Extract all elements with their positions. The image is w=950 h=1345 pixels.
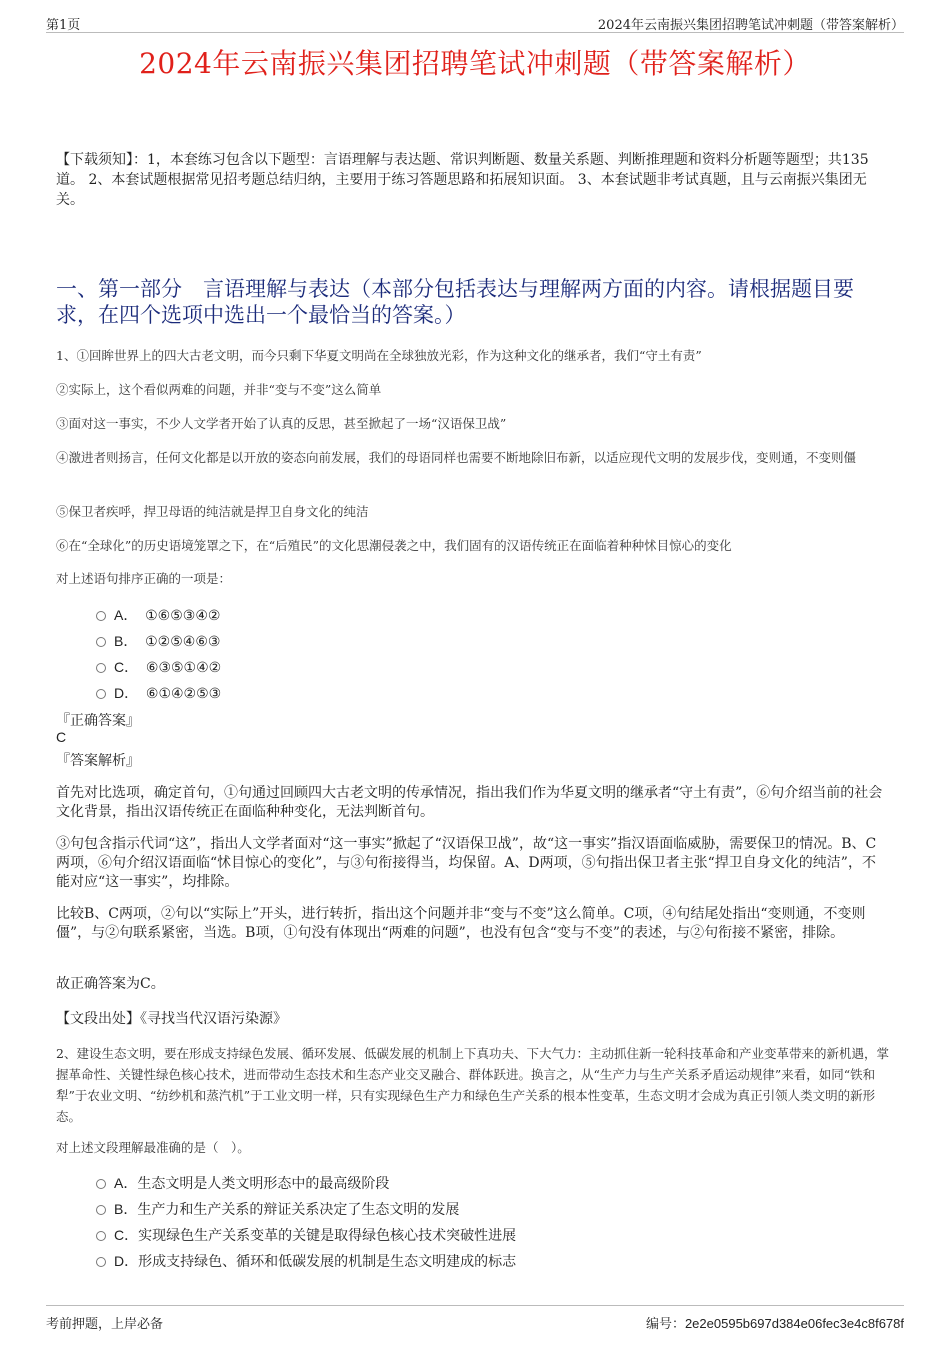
- code-value: 2e2e0595b697d384e06fec3e4c8f678f: [684, 1316, 904, 1331]
- option-text: 生产力和生产关系的辩证关系决定了生态文明的发展: [137, 1202, 460, 1218]
- analysis-paragraph-2: ③句包含指示代词“这”，指出人文学者面对“这一事实”掀起了“汉语保卫战”，故“这一事实”指汉语面临威胁，需要保卫的情况。B、C两项，⑥句介绍汉语面临“怵目惊心的变化”，与③句衔接得当，均保留。A、D两项，⑤句指出保卫者主张“捍卫自身文化的纯洁”，不能对应“这一事实”，均排除。: [56, 836, 877, 890]
- radio-icon[interactable]: [96, 1257, 106, 1267]
- q1-statement-6: ⑥在“全球化”的历史语境笼罩之下，在“后殖民”的文化思潮侵袭之中，我们固有的汉语传统正在面临着种种怵目惊心的变化: [56, 538, 732, 553]
- q2-option-b[interactable]: [96, 1199, 459, 1219]
- option-text: ①②⑤④⑥③: [145, 634, 221, 650]
- option-letter: C．: [114, 1227, 139, 1243]
- q2-prompt: 对上述文段理解最准确的是（ ）。: [56, 1140, 250, 1155]
- q2-option-c[interactable]: [96, 1225, 516, 1245]
- header-divider: [46, 32, 904, 33]
- radio-icon[interactable]: [96, 1179, 106, 1189]
- source-reference: 【文段出处】《寻找当代汉语污染源》: [56, 1011, 287, 1027]
- q1-statement-2: ②实际上，这个看似两难的问题，并非“变与不变”这么简单: [56, 382, 382, 397]
- option-text: ⑥①④②⑤③: [145, 686, 222, 702]
- q1-option-c[interactable]: [96, 657, 221, 677]
- radio-icon[interactable]: [96, 663, 106, 673]
- radio-icon[interactable]: [96, 689, 106, 699]
- option-letter: C．: [114, 659, 139, 675]
- download-notice: 【下载须知】：1，本套练习包含以下题型：言语理解与表达题、常识判断题、数量关系题、判断推理题和资料分析题等题型；共135道。 2、本套试题根据常见招考题总结归纳，主要用于练习答题思路和拓展知识面。 3、本套试题非考试真题，且与云南振兴集团无关。: [56, 152, 869, 208]
- document-code: [646, 1313, 904, 1332]
- analysis-label: 『答案解析』: [56, 753, 140, 769]
- option-text: ①⑥⑤③④②: [145, 608, 221, 624]
- q2-option-a[interactable]: [96, 1173, 389, 1193]
- q1-statement-5: ⑤保卫者疾呼，捍卫母语的纯洁就是捍卫自身文化的纯洁: [56, 504, 369, 519]
- option-letter: B．: [114, 1201, 138, 1217]
- code-label: 编号：: [645, 1317, 685, 1332]
- analysis-paragraph-1: 首先对比选项，确定首句，①句通过回顾四大古老文明的传承情况，指出我们作为华夏文明的继承者“守土有责”，⑥句介绍当前的社会文化背景，指出汉语传统正在面临种种变化，无法判断首句。: [56, 785, 883, 820]
- radio-icon[interactable]: [96, 611, 106, 621]
- footer-divider: [46, 1305, 904, 1306]
- option-letter: A．: [114, 607, 138, 623]
- answer-label: 『正确答案』: [56, 713, 140, 729]
- option-text: ⑥③⑤①④②: [145, 660, 222, 676]
- option-text: 生态文明是人类文明形态中的最高级阶段: [137, 1176, 390, 1192]
- footer-slogan: 考前押题，上岸必备: [46, 1317, 164, 1332]
- option-letter: D．: [114, 1253, 139, 1269]
- option-letter: B．: [114, 633, 138, 649]
- radio-icon[interactable]: [96, 1205, 106, 1215]
- q1-option-a[interactable]: [96, 605, 220, 625]
- q1-statement-4: ④激进者则扬言，任何文化都是以开放的姿态向前发展，我们的母语同样也需要不断地除旧布新，以适应现代文明的发展步伐，变则通，不变则僵: [56, 450, 857, 465]
- analysis-paragraph-4: 故正确答案为C。: [56, 976, 165, 992]
- answer-value: C: [56, 729, 67, 745]
- q1-prompt: 对上述语句排序正确的一项是：: [56, 571, 232, 586]
- radio-icon[interactable]: [96, 1231, 106, 1241]
- analysis-paragraph-3: 比较B、C两项，②句以“实际上”开头，进行转折，指出这个问题并非“变与不变”这么简单。C项，④句结尾处指出“变则通，不变则僵”，与②句联系紧密，当选。B项，①句没有体现出“两难的问题”，也没有包含“变与不变”的表述，与②句衔接不紧密，排除。: [56, 906, 866, 941]
- page-title: 2024年云南振兴集团招聘笔试冲刺题（带答案解析）: [139, 47, 811, 80]
- option-letter: D．: [114, 685, 139, 701]
- option-letter: A．: [114, 1175, 138, 1191]
- q2-option-d[interactable]: [96, 1251, 516, 1271]
- q1-option-b[interactable]: [96, 631, 220, 651]
- q1-option-d[interactable]: [96, 683, 221, 703]
- header-doc-title: 2024年云南振兴集团招聘笔试冲刺题（带答案解析）: [597, 18, 904, 33]
- option-text: 形成支持绿色、循环和低碳发展的机制是生态文明建成的标志: [138, 1254, 517, 1270]
- page-number: 第1页: [46, 18, 81, 33]
- q2-passage: 2、建设生态文明，要在形成支持绿色发展、循环发展、低碳发展的机制上下真功夫、下大气力：主动抓住新一轮科技革命和产业变革带来的新机遇，掌握革命性、关键性绿色核心技术，进而带动生态技术和生态产业交叉融合、群体跃进。换言之，从“生产力与生产关系矛盾运动规律”来看，如同“铁和犁”于农业文明、“纺纱机和蒸汽机”于工业文明一样，只有实现绿色生产力和绿色生产关系的根本性变革，生态文明才会成为真正引领人类文明的新形态。: [56, 1046, 889, 1124]
- section-heading: 一、第一部分 言语理解与表达（本部分包括表达与理解两方面的内容。请根据题目要求，在四个选项中选出一个最恰当的答案。）: [56, 277, 854, 327]
- radio-icon[interactable]: [96, 637, 106, 647]
- q1-statement-3: ③面对这一事实，不少人文学者开始了认真的反思，甚至掀起了一场“汉语保卫战”: [56, 416, 507, 431]
- option-text: 实现绿色生产关系变革的关键是取得绿色核心技术突破性进展: [138, 1228, 517, 1244]
- q1-statement-1: 1、①回眸世界上的四大古老文明，而今只剩下华夏文明尚在全球独放光彩，作为这种文化的继承者，我们“守土有责”: [56, 348, 702, 363]
